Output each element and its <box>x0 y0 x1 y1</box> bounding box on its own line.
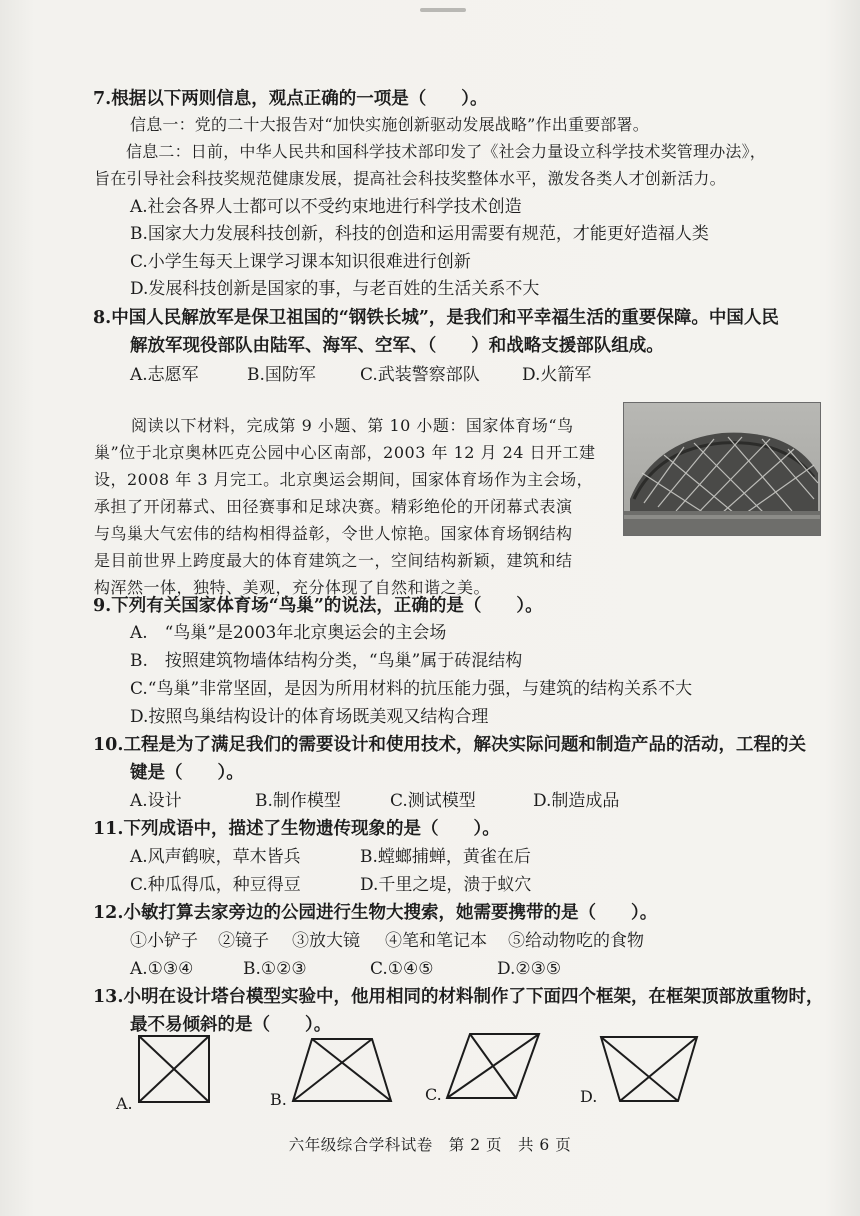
frame-label-a: A. <box>116 1094 133 1113</box>
q10-option-c: C.测试模型 <box>390 791 476 811</box>
q7-info1: 信息一：党的二十大报告对“加快实施创新驱动发展战略”作出重要部署。 <box>130 115 649 134</box>
q10-stem-line1: 10.工程是为了满足我们的需要设计和使用技术，解决实际问题和制造产品的活动，工程的关 <box>93 735 806 755</box>
scan-mark <box>420 8 466 12</box>
q8-option-c: C.武装警察部队 <box>360 365 480 385</box>
material-line: 是目前世界上跨度最大的体育建筑之一，空间结构新颖，建筑和结 <box>94 551 573 570</box>
q11-option-b: B.螳螂捕蝉，黄雀在后 <box>360 847 531 867</box>
q13-stem-line2: 最不易倾斜的是（ ）。 <box>130 1015 332 1035</box>
q10-option-d: D.制造成品 <box>533 791 620 811</box>
q9-option-a: A. “鸟巢”是2003年北京奥运会的主会场 <box>130 623 447 643</box>
material-line: 巢”位于北京奥林匹克公园中心区南部，2003 年 12 月 24 日开工建 <box>94 443 596 462</box>
q7-option-c: C.小学生每天上课学习课本知识很难进行创新 <box>130 252 471 272</box>
q11-option-c: C.种瓜得瓜，种豆得豆 <box>130 875 301 895</box>
material-line: 构浑然一体，独特、美观，充分体现了自然和谐之美。 <box>94 578 491 597</box>
q12-item: ④笔和笔记本 <box>385 931 487 951</box>
frame-label-b: B. <box>270 1090 287 1109</box>
q12-item: ③放大镜 <box>292 931 360 951</box>
q8-option-a: A.志愿军 <box>130 365 199 385</box>
frame-inverted-trapezoid <box>598 1034 700 1104</box>
material-line: 阅读以下材料，完成第 9 小题、第 10 小题：国家体育场“鸟 <box>131 416 574 435</box>
q12-item: ②镜子 <box>218 931 269 951</box>
q7-info2-line2: 旨在引导社会科技奖规范健康发展，提高社会科技奖整体水平，激发各类人才创新活力。 <box>94 169 726 188</box>
q7-option-a: A.社会各界人士都可以不受约束地进行科学技术创造 <box>130 197 522 217</box>
q7-option-d: D.发展科技创新是国家的事，与老百姓的生活关系不大 <box>130 279 540 299</box>
q7-option-b: B.国家大力发展科技创新，科技的创造和运用需要有规范，才能更好造福人类 <box>130 224 709 244</box>
q11-stem: 11.下列成语中，描述了生物遗传现象的是（ ）。 <box>93 819 500 839</box>
q12-option-c: C.①④⑤ <box>370 959 434 979</box>
page-footer: 六年级综合学科试卷 第 2 页 共 6 页 <box>288 1136 572 1154</box>
q10-option-a: A.设计 <box>130 791 182 811</box>
q13-stem-line1: 13.小明在设计塔台模型实验中，他用相同的材料制作了下面四个框架，在框架顶部放重物时， <box>93 987 824 1007</box>
q12-stem: 12.小敏打算去家旁边的公园进行生物大搜索，她需要携带的是（ ）。 <box>93 903 658 923</box>
q12-option-d: D.②③⑤ <box>497 959 562 979</box>
q8-option-b: B.国防军 <box>247 365 316 385</box>
q7-info2-line1: 信息二：日前，中华人民共和国科学技术部印发了《社会力量设立科学技术奖管理办法》， <box>126 142 767 161</box>
birds-nest-photo <box>623 402 821 536</box>
frame-square <box>136 1033 212 1105</box>
frame-label-d: D. <box>580 1087 598 1106</box>
frame-label-c: C. <box>425 1085 442 1104</box>
q8-option-d: D.火箭军 <box>522 365 592 385</box>
q7-stem: 7.根据以下两则信息，观点正确的一项是（ ）。 <box>93 89 488 109</box>
q11-option-a: A.风声鹤唳，草木皆兵 <box>130 847 301 867</box>
q9-stem: 9.下列有关国家体育场“鸟巢”的说法，正确的是（ ）。 <box>93 596 543 616</box>
frame-trapezoid <box>290 1036 394 1104</box>
q10-option-b: B.制作模型 <box>255 791 341 811</box>
q12-item: ①小铲子 <box>130 931 198 951</box>
q8-stem-line2: 解放军现役部队由陆军、海军、空军、（ ）和战略支援部队组成。 <box>130 336 664 356</box>
q12-item: ⑤给动物吃的食物 <box>508 931 644 951</box>
frame-parallelogram <box>444 1031 542 1101</box>
q9-option-c: C.“鸟巢”非常坚固，是因为所用材料的抗压能力强，与建筑的结构关系不大 <box>130 679 693 699</box>
q12-option-b: B.①②③ <box>243 959 307 979</box>
q9-option-d: D.按照鸟巢结构设计的体育场既美观又结构合理 <box>130 707 489 727</box>
q9-option-b: B. 按照建筑物墙体结构分类，“鸟巢”属于砖混结构 <box>130 651 523 671</box>
q8-stem-line1: 8.中国人民解放军是保卫祖国的“钢铁长城”，是我们和平幸福生活的重要保障。中国人民 <box>93 308 779 328</box>
material-line: 设，2008 年 3 月完工。北京奥运会期间，国家体育场作为主会场， <box>94 470 594 489</box>
material-line: 与鸟巢大气宏伟的结构相得益彰，令世人惊艳。国家体育场钢结构 <box>94 524 573 543</box>
material-line: 承担了开闭幕式、田径赛事和足球决赛。精彩绝伦的开闭幕式表演 <box>94 497 573 516</box>
q12-option-a: A.①③④ <box>130 959 194 979</box>
q10-stem-line2: 键是（ ）。 <box>130 763 244 783</box>
q11-option-d: D.千里之堤，溃于蚁穴 <box>360 875 532 895</box>
